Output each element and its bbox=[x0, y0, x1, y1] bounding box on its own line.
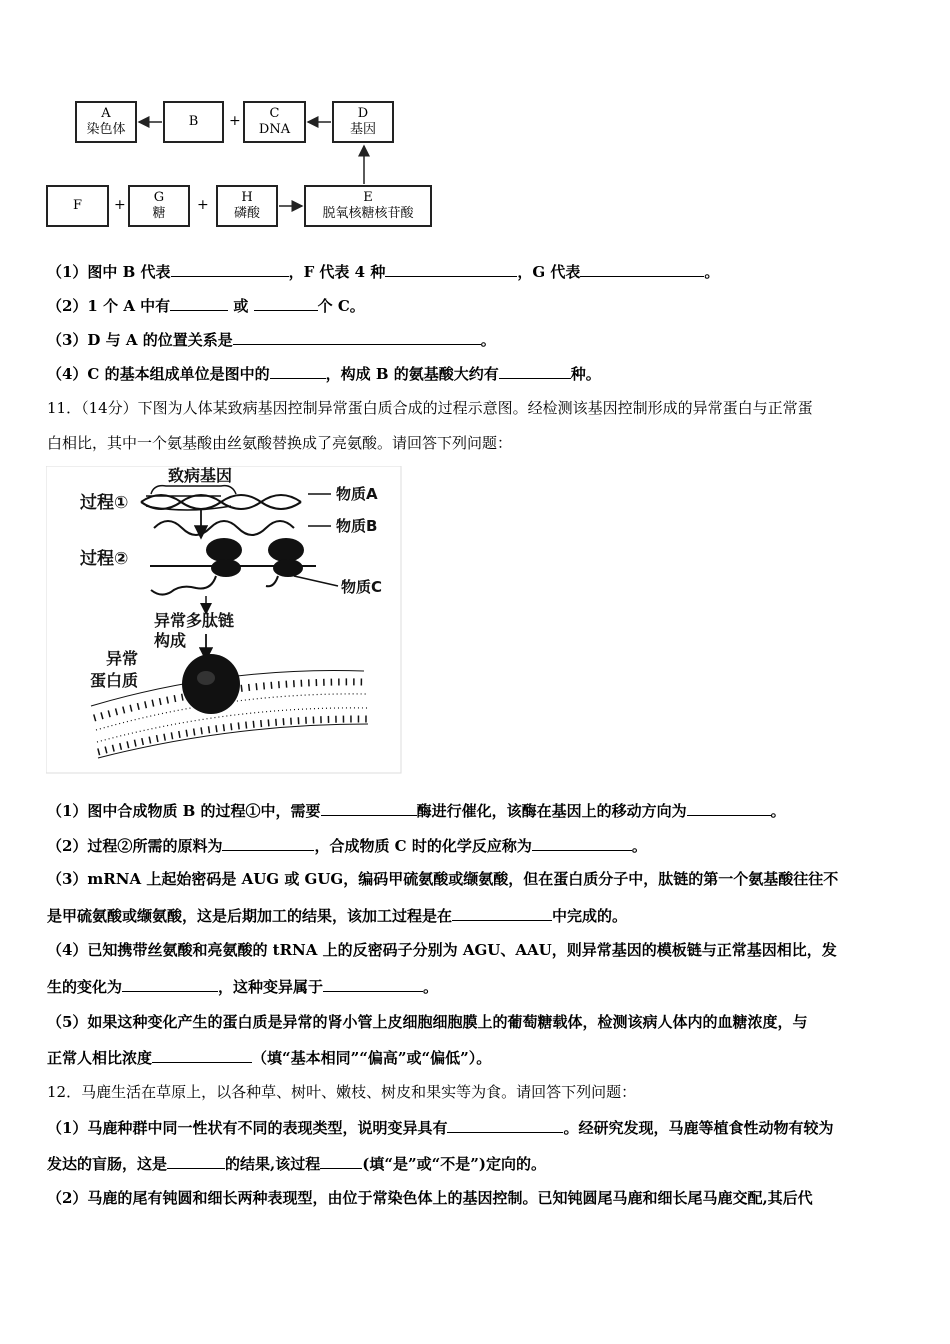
constitutes-label: 构成 bbox=[154, 631, 187, 650]
answer-blank[interactable] bbox=[499, 362, 571, 379]
process-1-label: 过程① bbox=[80, 493, 129, 513]
q10-line-2 bbox=[47, 294, 910, 317]
gene-label: 致病基因 bbox=[168, 466, 233, 485]
abnormal-protein-label-1: 异常 bbox=[106, 649, 139, 668]
box-h-label: 磷酸 bbox=[233, 206, 260, 221]
q11-s4-text-a: 生的变化为 bbox=[47, 978, 123, 996]
box-b-letter: B bbox=[188, 114, 199, 129]
q11-s2-text-a: （2）过程②所需的原料为 bbox=[47, 837, 223, 855]
box-c-letter: C bbox=[269, 106, 280, 121]
answer-blank[interactable] bbox=[321, 799, 417, 816]
q11-s4-text-b: ，这种变异属于 bbox=[218, 978, 324, 996]
q10-s4-text-b: ，构成 B 的氨基酸大约有 bbox=[325, 365, 499, 383]
q11-s3-text-a: 是甲硫氨酸或缬氨酸，这是后期加工的结果，该加工过程是在 bbox=[47, 907, 453, 925]
q12-s1-text-a: （1）马鹿种群中同一性状有不同的表现类型，说明变异具有 bbox=[47, 1119, 448, 1137]
q10-s1-end: 。 bbox=[704, 263, 720, 281]
box-e-label: 脱氧核糖核苷酸 bbox=[322, 206, 414, 221]
process-2-label: 过程② bbox=[80, 549, 129, 569]
box-a-letter: A bbox=[101, 106, 111, 121]
answer-blank[interactable] bbox=[323, 975, 423, 992]
substance-b-label: 物质B bbox=[336, 517, 378, 535]
q11-intro-1: 11．（14分）下图为人体某致病基因控制异常蛋白质合成的过程示意图。经检测该基因控制形成的异常蛋白与正常蛋 bbox=[47, 399, 813, 417]
q10-s3-end: 。 bbox=[480, 331, 496, 349]
answer-blank[interactable] bbox=[254, 294, 318, 311]
answer-blank[interactable] bbox=[385, 260, 517, 277]
q10-s2-text-b: 或 bbox=[228, 297, 254, 315]
box-f-letter: F bbox=[72, 198, 83, 213]
box-a-label: 染色体 bbox=[86, 122, 126, 137]
answer-blank[interactable] bbox=[233, 328, 481, 345]
box-h-letter: H bbox=[241, 190, 253, 205]
box-g-label: 糖 bbox=[152, 206, 166, 221]
answer-blank[interactable] bbox=[170, 294, 228, 311]
substance-a-label: 物质A bbox=[336, 485, 378, 503]
q11-intro-2: 白相比，其中一个氨基酸由丝氨酸替换成了亮氨酸。请回答下列问题： bbox=[47, 434, 513, 452]
box-d-letter: D bbox=[357, 106, 369, 121]
q12-line-3: （2）马鹿的尾有钝圆和细长两种表现型，由位于常染色体上的基因控制。已知钝圆尾马鹿和细长尾马鹿交配,其后代 bbox=[47, 1189, 813, 1207]
membrane-protein bbox=[182, 654, 240, 714]
box-c-label: DNA bbox=[258, 122, 291, 137]
substance-c-label: 物质C bbox=[341, 578, 383, 596]
answer-blank[interactable] bbox=[447, 1116, 563, 1133]
q10-s2-text-a: （2）1 个 A 中有 bbox=[47, 297, 171, 315]
q11-s4-end: 。 bbox=[423, 978, 439, 996]
box-g-letter: G bbox=[153, 190, 165, 205]
answer-blank[interactable] bbox=[580, 260, 704, 277]
q10-s2-text-c: 个 C。 bbox=[317, 297, 365, 315]
answer-blank[interactable] bbox=[687, 799, 771, 816]
q10-s3-text-a: （3）D 与 A 的位置关系是 bbox=[47, 331, 233, 349]
q11-line-5: （4）已知携带丝氨酸和亮氨酸的 tRNA 上的反密码子分别为 AGU、AAU，则异常基因的模板链与正常基因相比，发 bbox=[47, 941, 837, 959]
q10-line-4 bbox=[47, 362, 910, 385]
q11-line-6 bbox=[47, 975, 910, 998]
q12-intro: 12．马鹿生活在草原上，以各种草、树叶、嫩枝、树皮和果实等为食。请回答下列问题： bbox=[47, 1083, 637, 1101]
q10-line-3 bbox=[47, 328, 910, 351]
answer-blank[interactable] bbox=[270, 362, 326, 379]
q12-s1-text-c: 发达的盲肠，这是 bbox=[47, 1155, 168, 1173]
answer-blank[interactable] bbox=[152, 1046, 252, 1063]
q12-line-2 bbox=[47, 1152, 910, 1175]
q12-s1-text-b: 。经研究发现，马鹿等植食性动物有较为 bbox=[563, 1119, 834, 1137]
plus-sign: + bbox=[197, 197, 209, 213]
answer-blank[interactable] bbox=[532, 834, 632, 851]
answer-blank[interactable] bbox=[167, 1152, 225, 1169]
q11-s2-text-b: ，合成物质 C 时的化学反应称为 bbox=[314, 837, 532, 855]
q10-s4-text-a: （4）C 的基本组成单位是图中的 bbox=[47, 365, 270, 383]
q10-s1-text-a: （1）图中 B 代表 bbox=[47, 263, 171, 281]
q10-s4-text-c: 种。 bbox=[570, 365, 601, 383]
q12-line-1 bbox=[47, 1116, 910, 1139]
q11-s5-text-a: 正常人相比浓度 bbox=[47, 1049, 153, 1067]
q11-s3-text-b: 中完成的。 bbox=[552, 907, 628, 925]
q11-line-7: （5）如果这种变化产生的蛋白质是异常的肾小管上皮细胞细胞膜上的葡萄糖载体，检测该病人体内的血糖浓度，与 bbox=[47, 1013, 808, 1031]
q11-s1-text-a: （1）图中合成物质 B 的过程①中，需要 bbox=[47, 802, 321, 820]
q11-line-8 bbox=[47, 1046, 910, 1069]
q10-line-1 bbox=[47, 260, 910, 283]
answer-blank[interactable] bbox=[171, 260, 289, 277]
q11-line-1 bbox=[47, 799, 910, 822]
q11-s5-text-b: （填“基本相同”“偏高”或“偏低”）。 bbox=[252, 1049, 492, 1067]
q12-s1-text-d: 的结果,该过程 bbox=[225, 1155, 321, 1173]
answer-blank[interactable] bbox=[122, 975, 218, 992]
q11-line-2 bbox=[47, 834, 910, 857]
gene-expression-figure bbox=[46, 466, 402, 774]
answer-blank[interactable] bbox=[320, 1152, 362, 1169]
abnormal-peptide-label: 异常多肽链 bbox=[154, 611, 235, 630]
q11-line-4 bbox=[47, 904, 910, 927]
q11-s2-end: 。 bbox=[631, 837, 647, 855]
q10-s1-text-c: ，G 代表 bbox=[517, 263, 581, 281]
plus-sign: + bbox=[229, 113, 241, 129]
q10-s1-text-b: ，F 代表 4 种 bbox=[288, 263, 386, 281]
answer-blank[interactable] bbox=[222, 834, 314, 851]
plus-sign: + bbox=[114, 197, 126, 213]
box-d-label: 基因 bbox=[349, 122, 376, 137]
flowchart-arrows bbox=[0, 0, 450, 240]
abnormal-protein-label-2: 蛋白质 bbox=[90, 671, 139, 690]
q11-s1-end: 。 bbox=[770, 802, 786, 820]
q11-s1-text-b: 酶进行催化，该酶在基因上的移动方向为 bbox=[416, 802, 687, 820]
q12-s1-text-e: (填“是”或“不是”)定向的。 bbox=[362, 1155, 546, 1173]
box-e-letter: E bbox=[363, 190, 373, 205]
q11-line-3: （3）mRNA 上起始密码是 AUG 或 GUG，编码甲硫氨酸或缬氨酸，但在蛋白质分子中，肽链的第一个氨基酸往往不 bbox=[47, 870, 839, 888]
answer-blank[interactable] bbox=[452, 904, 552, 921]
